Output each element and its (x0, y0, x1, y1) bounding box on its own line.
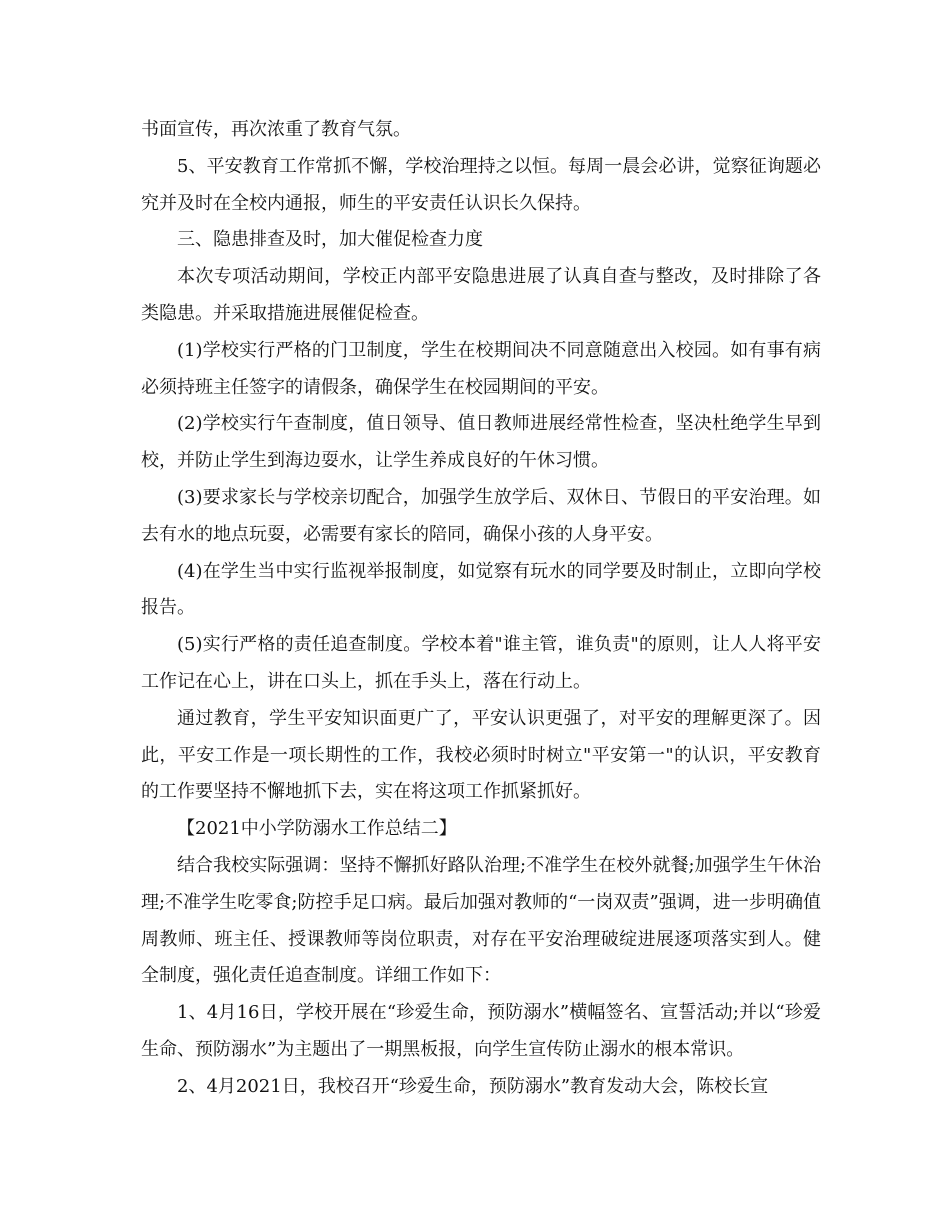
paragraph-12: 结合我校实际强调：坚持不懈抓好路队治理;不准学生在校外就餐;加强学生午休治理;不准学生吃零食;防控手足口病。最后加强对教师的“一岗双责”强调，进一步明确值周教师、班主任、授课教师等岗位职责，对存在平安治理破绽进展逐项落实到人。健全制度，强化责任追查制度。详细工作如下： (141, 854, 821, 987)
paragraph-13: 1、4月16日，学校开展在“珍爱生命，预防溺水”横幅签名、宣誓活动;并以“珍爱生命、预防溺水”为主题出了一期黑板报，向学生宣传防止溺水的根本常识。 (141, 1002, 821, 1060)
document-body (141, 112, 821, 1106)
paragraph-7: (3)要求家长与学校亲切配合，加强学生放学后、双休日、节假日的平安治理。如去有水的地点玩耍，必需要有家长的陪同，确保小孩的人身平安。 (141, 486, 821, 545)
paragraph-10: 通过教育，学生平安知识面更广了，平安认识更强了，对平安的理解更深了。因此，平安工作是一项长期性的工作，我校必须时时树立"平安第一"的认识，平安教育的工作要坚持不懈地抓下去，实在将这项工作抓紧抓好。 (141, 707, 821, 803)
paragraph-5: (1)学校实行严格的门卫制度，学生在校期间决不同意随意出入校园。如有事有病必须持班主任签字的请假条，确保学生在校园期间的平安。 (141, 339, 821, 398)
section-title-summary-two: 【2021中小学防溺水工作总结二】 (177, 818, 457, 840)
paragraph-14: 2、4月2021日，我校召开“珍爱生命，预防溺水”教育发动大会，陈校长宣 (177, 1075, 769, 1097)
paragraph-4: 本次专项活动期间，学校正内部平安隐患进展了认真自查与整改，及时排除了各类隐患。并采取措施进展催促检查。 (141, 266, 821, 324)
paragraph-9: (5)实行严格的责任追查制度。学校本着"谁主管，谁负责"的原则，让人人将平安工作记在心上，讲在口头上，抓在手头上，落在行动上。 (141, 634, 821, 692)
section-heading-3: 三、隐患排查及时，加大催促检查力度 (177, 229, 483, 251)
paragraph-1: 书面宣传，再次浓重了教育气氛。 (141, 119, 411, 140)
paragraph-8: (4)在学生当中实行监视举报制度，如觉察有玩水的同学要及时制止，立即向学校报告。 (141, 560, 821, 619)
paragraph-6: (2)学校实行午查制度，值日领导、值日教师进展经常性检查，坚决杜绝学生早到校，并防止学生到海边耍水，让学生养成良好的午休习惯。 (141, 413, 821, 472)
paragraph-2: 5、平安教育工作常抓不懈，学校治理持之以恒。每周一晨会必讲，觉察征询题必究并及时在全校内通报，师生的平安责任认识长久保持。 (141, 155, 821, 214)
